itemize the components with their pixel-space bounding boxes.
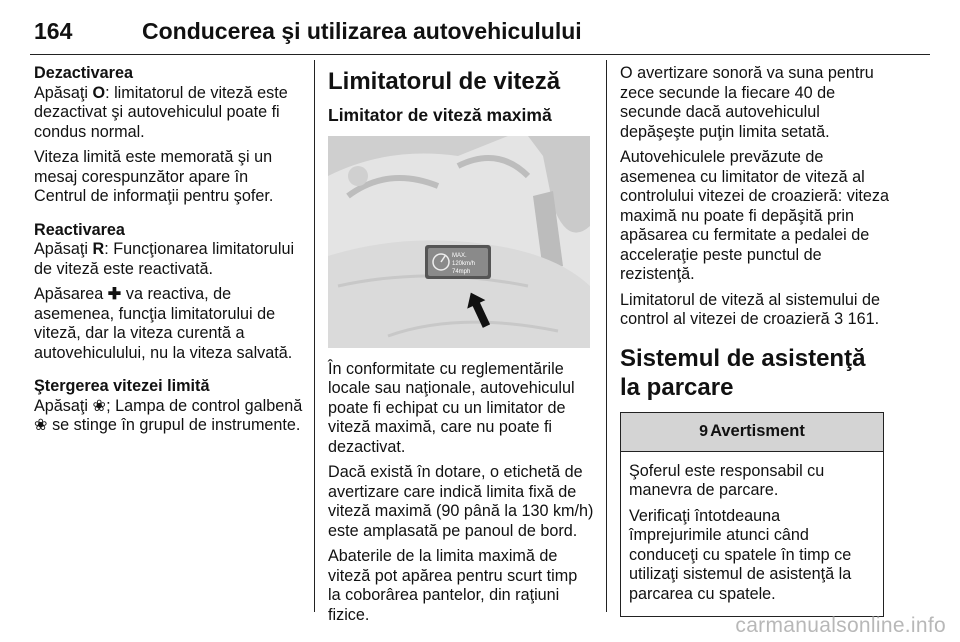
- warning-triangle-icon: 9: [699, 422, 709, 440]
- section-heading-clear-limit: Ştergerea vitezei limită: [34, 377, 210, 395]
- paragraph: [34, 84, 304, 143]
- speed-limiter-lamp-icon: ❀: [34, 416, 48, 434]
- text: .: [874, 310, 880, 328]
- page-header: [30, 18, 930, 55]
- plus-icon: ✚: [107, 285, 122, 303]
- column-divider-left: [314, 60, 315, 612]
- warning-box: [620, 412, 884, 618]
- section-heading-deactivation: Dezactivarea: [34, 64, 133, 82]
- text: : Funcţionarea limitatorului de viteză este reactivată.: [34, 240, 295, 278]
- paragraph: Viteza limită este memorată şi un mesaj corespunzător apare în Centrul de informaţii pentru şofer.: [34, 148, 274, 205]
- speed-label-line3: 74mph: [452, 268, 471, 275]
- warning-body: [621, 452, 883, 617]
- text: va reactiva, de asemenea, funcţia limitatorului de viteză, dar la viteza curentă a autovehiculului, nu la viteza salvată.: [34, 285, 293, 362]
- section-title-parking-assist: Sistemul de asistenţă la parcare: [620, 344, 866, 401]
- paragraph: O avertizare sonoră va suna pentru zece secunde la fiecare 40 de secunde dacă autovehiculul depăşeşte puţin limita setată.: [620, 64, 874, 141]
- warning-title: Avertisment: [710, 421, 805, 440]
- column-divider-right: [606, 60, 607, 612]
- text: Apăsaţi: [34, 396, 93, 415]
- paragraph: [34, 240, 304, 279]
- section-title-speed-limiter: Limitatorul de viteză: [328, 68, 561, 95]
- page-reference-link[interactable]: 3 161: [834, 310, 875, 328]
- paragraph: Dacă există în dotare, o etichetă de avertizare care indică limita fixă de viteză maximă (90 până la 130 km/h) este amplasată pe panoul de bord.: [328, 463, 594, 540]
- dashboard-illustration: [328, 136, 590, 348]
- speed-label-line2: 120km/h: [452, 260, 476, 267]
- subsection-title-max-speed-limiter: Limitator de viteză maximă: [328, 105, 552, 125]
- paragraph: În conformitate cu reglementările locale sau naţionale, autovehiculul poate fi echipat cu un limitator de viteză maximă, care nu poate fi dezactivat.: [328, 359, 575, 456]
- watermark: carmanualsonline.info: [735, 614, 946, 637]
- page-number: 164: [34, 18, 73, 44]
- warning-paragraph: Verificaţi întotdeauna împrejurimile atunci când conduceţi cu spatele în timp ce utilizaţi sistemul de asistenţă la parcarea cu spatele.: [629, 506, 852, 603]
- warning-header: [621, 413, 883, 452]
- speed-limiter-icon: ❀: [92, 396, 107, 415]
- off-symbol-icon: O: [92, 83, 106, 102]
- speed-label-line1: MAX.: [452, 252, 467, 259]
- resume-symbol-icon: R: [92, 240, 105, 258]
- paragraph: Abaterile de la limita maximă de viteză pot apărea pentru scurt timp la coborârea pantelor, din raţiuni fizice.: [328, 547, 578, 624]
- paragraph: [620, 291, 890, 330]
- text: Apăsaţi: [34, 83, 93, 102]
- text: : limitatorul de viteză este dezactivat şi autovehiculul poate fi condus normal.: [34, 83, 288, 141]
- paragraph: [34, 285, 304, 363]
- text: ; Lampa de control galbenă: [106, 396, 303, 415]
- text: se stinge în grupul de instrumente.: [47, 416, 301, 434]
- text: Limitatorul de viteză al sistemului de control al vitezei de croazieră: [620, 290, 881, 328]
- text: Apăsaţi: [34, 240, 93, 258]
- middle-column: [328, 64, 594, 631]
- warning-paragraph: Şoferul este responsabil cu manevra de parcare.: [629, 461, 825, 499]
- left-column: [34, 64, 304, 442]
- chapter-title: Conducerea şi utilizarea autovehiculului: [142, 18, 582, 44]
- paragraph: Autovehiculele prevăzute de asemenea cu limitator de viteză al controlului vitezei de croazieră: viteza maximă nu poate fi depăşită prin apăsarea cu fermitate a pedalei de acceleraţie peste punctul de rezistenţă.: [620, 148, 890, 283]
- paragraph: [34, 397, 304, 436]
- right-column: [620, 64, 890, 617]
- section-heading-reactivation: Reactivarea: [34, 220, 125, 239]
- dashboard-photo: [328, 136, 590, 348]
- text: Apăsarea: [34, 285, 108, 303]
